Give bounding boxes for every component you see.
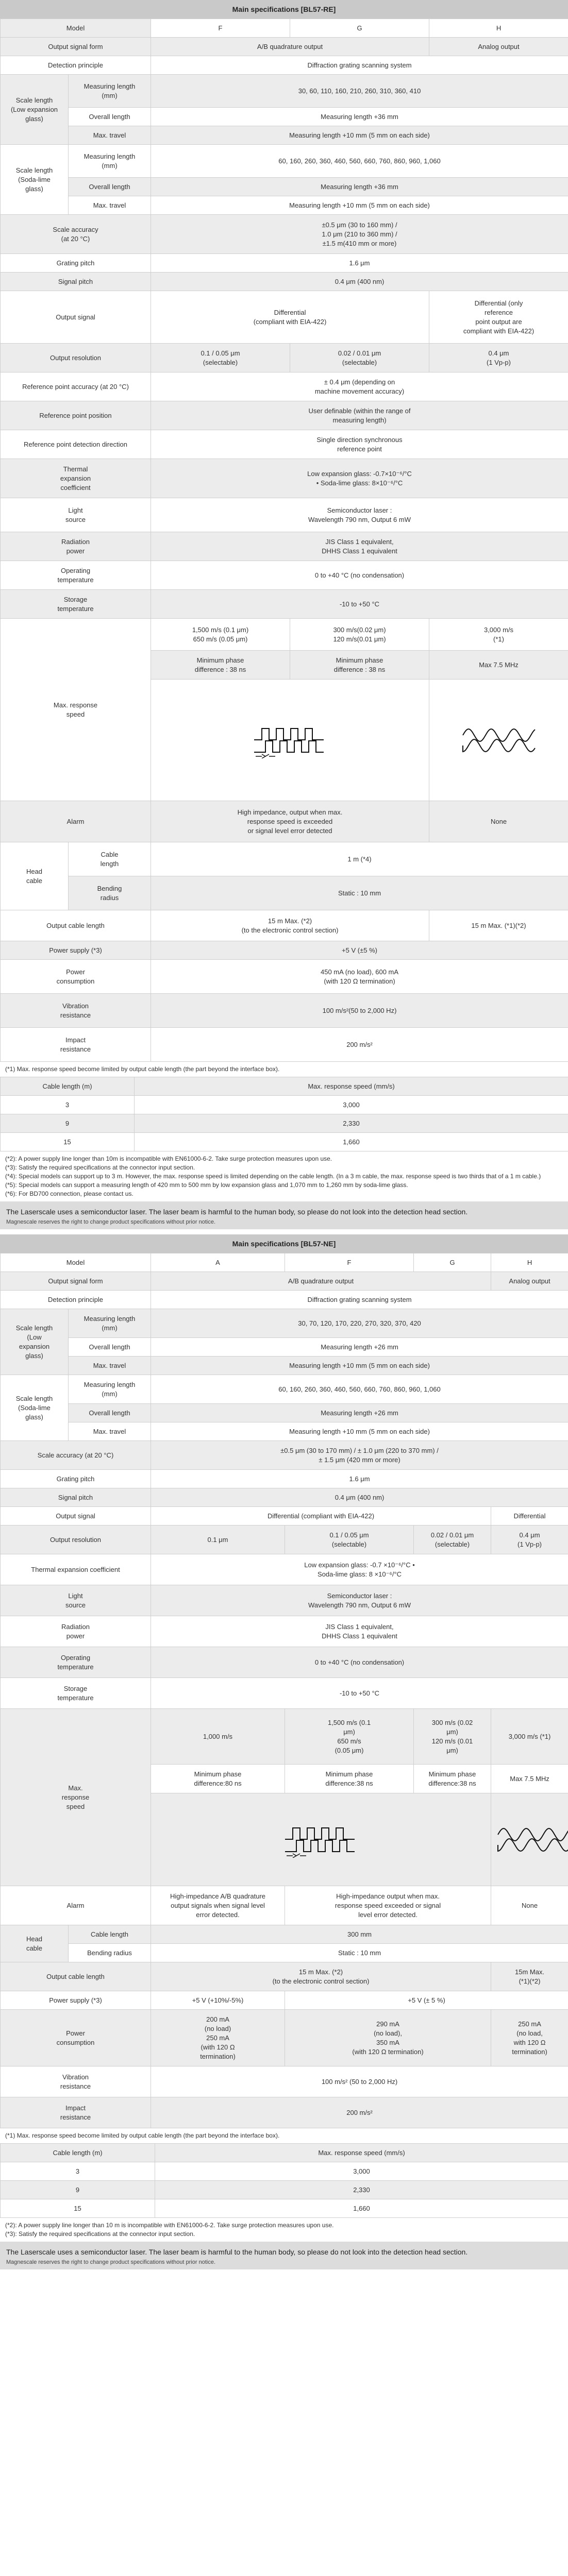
- row-label: Operating temperature: [1, 561, 151, 590]
- row-label: Storage temperature: [1, 590, 151, 619]
- row-sublabel: Overall length: [69, 178, 151, 196]
- output-cable-length-afg: 15 m Max. (*2) (to the electronic control section): [151, 1962, 491, 1991]
- max-frequency-h: Max 7.5 MHz: [429, 651, 568, 680]
- row-label: Thermal expansion coefficient: [1, 1554, 151, 1585]
- cable-length-value: 9: [1, 1114, 135, 1133]
- scale-accuracy: ±0.5 μm (30 to 170 mm) / ± 1.0 μm (220 to 370 mm) / ± 1.5 μm (420 mm or more): [151, 1441, 568, 1470]
- soda-max-travel: Measuring length +10 mm (5 mm on each side): [151, 196, 568, 215]
- resp-speed-h: 3,000 m/s (*1): [491, 1709, 568, 1765]
- spec-section-ne: [0, 1234, 568, 2269]
- square-wave-diagram: [151, 1793, 491, 1886]
- section-title: Main specifications [BL57-NE]: [0, 1234, 568, 1253]
- vibration-resistance: 100 m/s² (50 to 2,000 Hz): [151, 2066, 568, 2097]
- row-label: Detection principle: [1, 1291, 151, 1309]
- sine-wave-icon: [495, 1822, 568, 1858]
- head-cable-length: 300 mm: [151, 1925, 568, 1944]
- max-speed-value: 1,660: [155, 2199, 568, 2218]
- row-sublabel: Bending radius: [69, 876, 151, 910]
- model-f: F: [285, 1253, 414, 1272]
- row-label: Scale accuracy (at 20 °C): [1, 1441, 151, 1470]
- resp-speed-g: 300 m/s (0.02 μm) 120 m/s (0.01 μm): [414, 1709, 491, 1765]
- output-signal-form-fg: A/B quadrature output: [151, 38, 429, 56]
- power-supply: +5 V (±5 %): [151, 941, 568, 960]
- max-frequency-h: Max 7.5 MHz: [491, 1765, 568, 1793]
- output-cable-length-fg: 15 m Max. (*2) (to the electronic control section): [151, 910, 429, 941]
- light-source: Semiconductor laser : Wavelength 790 nm, Output 6 mW: [151, 1585, 568, 1616]
- row-label: Model: [1, 19, 151, 38]
- storage-temperature: -10 to +50 °C: [151, 1678, 568, 1709]
- head-cable-length: 1 m (*4): [151, 842, 568, 876]
- alarm-fg: High impedance, output when max. response speed is exceeded or signal level error detected: [151, 801, 429, 842]
- alarm-a: High-impedance A/B quadrature output signals when signal level error detected.: [151, 1886, 285, 1925]
- soda-measuring-length: 60, 160, 260, 360, 460, 560, 660, 760, 860, 960, 1,060: [151, 145, 568, 178]
- model-a: A: [151, 1253, 285, 1272]
- square-wave-diagram: [151, 680, 429, 801]
- signal-pitch: 0.4 μm (400 nm): [151, 273, 568, 291]
- radiation-power: JIS Class 1 equivalent, DHHS Class 1 equivalent: [151, 1616, 568, 1647]
- max-speed-header: Max. response speed (mm/s): [135, 1077, 568, 1096]
- model-f: F: [151, 19, 290, 38]
- row-label: Output signal: [1, 1507, 151, 1526]
- resp-speed-h: 3,000 m/s (*1): [429, 619, 568, 651]
- footnotes: [0, 2218, 568, 2242]
- phase-difference-f: Minimum phase difference:38 ns: [285, 1765, 414, 1793]
- max-speed-header: Max. response speed (mm/s): [155, 2144, 568, 2162]
- light-source: Semiconductor laser : Wavelength 790 nm, Output 6 mW: [151, 498, 568, 532]
- output-signal-h: Differential (only reference point output are compliant with EIA-422): [429, 291, 568, 344]
- low-max-travel: Measuring length +10 mm (5 mm on each side): [151, 126, 568, 145]
- row-label: Grating pitch: [1, 1470, 151, 1488]
- max-speed-value: 1,660: [135, 1133, 568, 1151]
- cable-length-header: Cable length (m): [1, 2144, 155, 2162]
- row-label: Vibration resistance: [1, 994, 151, 1028]
- model-g: G: [290, 19, 429, 38]
- low-overall-length: Measuring length +26 mm: [151, 1338, 568, 1357]
- power-supply-a: +5 V (+10%/-5%): [151, 1991, 285, 2010]
- row-label: Reference point position: [1, 401, 151, 430]
- row-label: Radiation power: [1, 532, 151, 561]
- row-label: Output cable length: [1, 910, 151, 941]
- footnote: (*1) Max. response speed become limited by output cable length (the part beyond the interface box).: [5, 1065, 280, 1073]
- laser-notice: The Laserscale uses a semiconductor laser. The laser beam is harmful to the human body, so please do not look into the detection head section.: [0, 2242, 568, 2259]
- row-sublabel: Cable length: [69, 1925, 151, 1944]
- cable-speed-table: [0, 1077, 568, 1151]
- sine-wave-icon: [460, 722, 538, 758]
- row-label: Signal pitch: [1, 1488, 151, 1507]
- spec-table: [0, 19, 568, 1062]
- row-label: Output signal: [1, 291, 151, 344]
- operating-temperature: 0 to +40 °C (no condensation): [151, 1647, 568, 1678]
- laser-notice: The Laserscale uses a semiconductor laser. The laser beam is harmful to the human body, so please do not look into the detection head section.: [0, 1201, 568, 1219]
- row-label: Head cable: [1, 1925, 69, 1962]
- bending-radius: Static : 10 mm: [151, 876, 568, 910]
- footnotes: [0, 1151, 568, 1201]
- square-wave-icon: [252, 722, 329, 758]
- row-sublabel: Bending radius: [69, 1944, 151, 1962]
- power-supply-fgh: +5 V (± 5 %): [285, 1991, 568, 2010]
- model-h: H: [491, 1253, 568, 1272]
- row-sublabel: Max. travel: [69, 1422, 151, 1441]
- max-speed-value: 2,330: [155, 2181, 568, 2199]
- row-sublabel: Measuring length (mm): [69, 1375, 151, 1404]
- footnote: (*3): Satisfy the required specifications at the connector input section.: [5, 2230, 195, 2238]
- row-sublabel: Measuring length (mm): [69, 75, 151, 108]
- row-label: Light source: [1, 1585, 151, 1616]
- row-sublabel: Overall length: [69, 1404, 151, 1422]
- soda-max-travel: Measuring length +10 mm (5 mm on each side): [151, 1422, 568, 1441]
- resolution-g: 0.02 / 0.01 μm (selectable): [290, 344, 429, 372]
- output-signal-fg: Differential (compliant with EIA-422): [151, 291, 429, 344]
- row-label: Storage temperature: [1, 1678, 151, 1709]
- soda-overall-length: Measuring length +26 mm: [151, 1404, 568, 1422]
- row-label: Power supply (*3): [1, 941, 151, 960]
- row-label: Output cable length: [1, 1962, 151, 1991]
- alarm-fg: High-impedance output when max. response speed exceeded or signal level error detected.: [285, 1886, 491, 1925]
- cable-length-value: 15: [1, 2199, 155, 2218]
- resp-speed-a: 1,000 m/s: [151, 1709, 285, 1765]
- square-wave-icon: [282, 1822, 360, 1858]
- row-label: Light source: [1, 498, 151, 532]
- bending-radius: Static : 10 mm: [151, 1944, 568, 1962]
- vibration-resistance: 100 m/s²(50 to 2,000 Hz): [151, 994, 568, 1028]
- reserve-notice: Magnescale reserves the right to change product specifications without prior notice.: [0, 2259, 568, 2269]
- spec-section-re: [0, 0, 568, 1229]
- cable-length-value: 15: [1, 1133, 135, 1151]
- row-label: Output resolution: [1, 344, 151, 372]
- row-sublabel: Max. travel: [69, 1357, 151, 1375]
- row-sublabel: Measuring length (mm): [69, 1309, 151, 1338]
- power-consumption-a: 200 mA (no load) 250 mA (with 120 Ω termination): [151, 2010, 285, 2066]
- cable-length-value: 3: [1, 1096, 135, 1114]
- row-sublabel: Overall length: [69, 108, 151, 126]
- row-label: Reference point accuracy (at 20 °C): [1, 372, 151, 401]
- row-label: Thermal expansion coefficient: [1, 459, 151, 498]
- row-label: Scale length (Low expansion glass): [1, 75, 69, 145]
- resp-speed-f: 1,500 m/s (0.1 μm) 650 m/s (0.05 μm): [285, 1709, 414, 1765]
- row-label: Radiation power: [1, 1616, 151, 1647]
- output-signal-afg: Differential (compliant with EIA-422): [151, 1507, 491, 1526]
- row-sublabel: Measuring length (mm): [69, 145, 151, 178]
- phase-difference-a: Minimum phase difference:80 ns: [151, 1765, 285, 1793]
- impact-resistance: 200 m/s²: [151, 1028, 568, 1062]
- reserve-notice: Magnescale reserves the right to change product specifications without prior notice.: [0, 1219, 568, 1229]
- output-cable-length-h: 15 m Max. (*1)(*2): [429, 910, 568, 941]
- footnote: (*2): A power supply line longer than 10 m is incompatible with EN61000-6-2. Take surge protection measures upon use.: [5, 2222, 334, 2229]
- row-sublabel: Max. travel: [69, 126, 151, 145]
- operating-temperature: 0 to +40 °C (no condensation): [151, 561, 568, 590]
- row-label: Signal pitch: [1, 273, 151, 291]
- row-label: Scale length (Soda-lime glass): [1, 1375, 69, 1441]
- footnote: (*4): Special models can support up to 3 m. However, the max. response speed is limited depending on the cable length. (In a 3 m cable, the max. response speed is two thirds that of a 1 m cable.): [5, 1173, 541, 1180]
- sine-wave-diagram: [491, 1793, 568, 1886]
- row-label: Max. response speed: [1, 1709, 151, 1886]
- footnote: (*3): Satisfy the required specifications at the connector input section.: [5, 1164, 195, 1171]
- cable-length-value: 3: [1, 2162, 155, 2181]
- soda-overall-length: Measuring length +36 mm: [151, 178, 568, 196]
- resolution-f: 0.1 / 0.05 μm (selectable): [285, 1526, 414, 1554]
- impact-resistance: 200 m/s²: [151, 2097, 568, 2128]
- row-label: Power supply (*3): [1, 1991, 151, 2010]
- footnote: (*1) Max. response speed become limited by output cable length (the part beyond the interface box).: [5, 2132, 280, 2139]
- row-label: Max. response speed: [1, 619, 151, 801]
- cable-length-value: 9: [1, 2181, 155, 2199]
- soda-measuring-length: 60, 160, 260, 360, 460, 560, 660, 760, 860, 960, 1,060: [151, 1375, 568, 1404]
- resolution-a: 0.1 μm: [151, 1526, 285, 1554]
- output-signal-form-h: Analog output: [429, 38, 568, 56]
- row-sublabel: Max. travel: [69, 196, 151, 215]
- resolution-g: 0.02 / 0.01 μm (selectable): [414, 1526, 491, 1554]
- alarm-h: None: [429, 801, 568, 842]
- footnote: (*6): For BD700 connection, please contact us.: [5, 1190, 133, 1197]
- row-label: Output signal form: [1, 1272, 151, 1291]
- row-label: Model: [1, 1253, 151, 1272]
- signal-pitch: 0.4 μm (400 nm): [151, 1488, 568, 1507]
- row-label: Output signal form: [1, 38, 151, 56]
- thermal-expansion: Low expansion glass: -0.7 ×10⁻⁶/°C • Soda-lime glass: 8 ×10⁻⁶/°C: [151, 1554, 568, 1585]
- row-sublabel: Overall length: [69, 1338, 151, 1357]
- reference-point-accuracy: ± 0.4 μm (depending on machine movement accuracy): [151, 372, 568, 401]
- reference-point-position: User definable (within the range of measuring length): [151, 401, 568, 430]
- grating-pitch: 1.6 μm: [151, 254, 568, 273]
- phase-difference-g: Minimum phase difference : 38 ns: [290, 651, 429, 680]
- resolution-h: 0.4 μm (1 Vp-p): [491, 1526, 568, 1554]
- resolution-h: 0.4 μm (1 Vp-p): [429, 344, 568, 372]
- low-max-travel: Measuring length +10 mm (5 mm on each side): [151, 1357, 568, 1375]
- row-sublabel: Cable length: [69, 842, 151, 876]
- row-label: Alarm: [1, 1886, 151, 1925]
- row-label: Output resolution: [1, 1526, 151, 1554]
- max-speed-value: 3,000: [135, 1096, 568, 1114]
- power-consumption-h: 250 mA (no load, with 120 Ω termination): [491, 2010, 568, 2066]
- row-label: Head cable: [1, 842, 69, 910]
- row-label: Impact resistance: [1, 2097, 151, 2128]
- spec-table: [0, 1253, 568, 2128]
- resp-speed-g: 300 m/s(0.02 μm) 120 m/s(0.01 μm): [290, 619, 429, 651]
- resp-speed-f: 1,500 m/s (0.1 μm) 650 m/s (0.05 μm): [151, 619, 290, 651]
- power-consumption: 450 mA (no load), 600 mA (with 120 Ω termination): [151, 960, 568, 994]
- cable-length-header: Cable length (m): [1, 1077, 135, 1096]
- row-label: Scale length (Low expansion glass): [1, 1309, 69, 1375]
- grating-pitch: 1.6 μm: [151, 1470, 568, 1488]
- reference-point-direction: Single direction synchronous reference point: [151, 430, 568, 459]
- power-consumption-fg: 290 mA (no load), 350 mA (with 120 Ω termination): [285, 2010, 491, 2066]
- max-speed-value: 2,330: [135, 1114, 568, 1133]
- row-label: Alarm: [1, 801, 151, 842]
- row-label: Detection principle: [1, 56, 151, 75]
- row-label: Grating pitch: [1, 254, 151, 273]
- row-label: Vibration resistance: [1, 2066, 151, 2097]
- model-h: H: [429, 19, 568, 38]
- phase-difference-g: Minimum phase difference:38 ns: [414, 1765, 491, 1793]
- row-label: Impact resistance: [1, 1028, 151, 1062]
- row-label: Power consumption: [1, 2010, 151, 2066]
- sine-wave-diagram: [429, 680, 568, 801]
- row-label: Scale accuracy (at 20 °C): [1, 215, 151, 254]
- row-label: Power consumption: [1, 960, 151, 994]
- radiation-power: JIS Class 1 equivalent, DHHS Class 1 equivalent: [151, 532, 568, 561]
- section-title: Main specifications [BL57-RE]: [0, 0, 568, 19]
- low-overall-length: Measuring length +36 mm: [151, 108, 568, 126]
- scale-accuracy: ±0.5 μm (30 to 160 mm) / 1.0 μm (210 to 360 mm) / ±1.5 m(410 mm or more): [151, 215, 568, 254]
- low-measuring-length: 30, 60, 110, 160, 210, 260, 310, 360, 410: [151, 75, 568, 108]
- resolution-f: 0.1 / 0.05 μm (selectable): [151, 344, 290, 372]
- phase-difference-f: Minimum phase difference : 38 ns: [151, 651, 290, 680]
- storage-temperature: -10 to +50 °C: [151, 590, 568, 619]
- footnote: (*2): A power supply line longer than 10m is incompatible with EN61000-6-2. Take surge protection measures upon use.: [5, 1155, 332, 1162]
- thermal-expansion: Low expansion glass: -0.7×10⁻⁶/°C • Soda-lime glass: 8×10⁻⁶/°C: [151, 459, 568, 498]
- low-measuring-length: 30, 70, 120, 170, 220, 270, 320, 370, 420: [151, 1309, 568, 1338]
- detection-principle: Diffraction grating scanning system: [151, 1291, 568, 1309]
- row-label: Scale length (Soda-lime glass): [1, 145, 69, 215]
- output-cable-length-h: 15m Max. (*1)(*2): [491, 1962, 568, 1991]
- model-g: G: [414, 1253, 491, 1272]
- output-signal-form-afg: A/B quadrature output: [151, 1272, 491, 1291]
- row-label: Reference point detection direction: [1, 430, 151, 459]
- cable-speed-table: [0, 2143, 568, 2218]
- row-label: Operating temperature: [1, 1647, 151, 1678]
- detection-principle: Diffraction grating scanning system: [151, 56, 568, 75]
- footnote: (*5): Special models can support a measuring length of 420 mm to 500 mm by low expansion glass and 1,070 mm to 1,260 mm by soda-lime glass.: [5, 1181, 408, 1189]
- alarm-h: None: [491, 1886, 568, 1925]
- output-signal-h: Differential: [491, 1507, 568, 1526]
- output-signal-form-h: Analog output: [491, 1272, 568, 1291]
- max-speed-value: 3,000: [155, 2162, 568, 2181]
